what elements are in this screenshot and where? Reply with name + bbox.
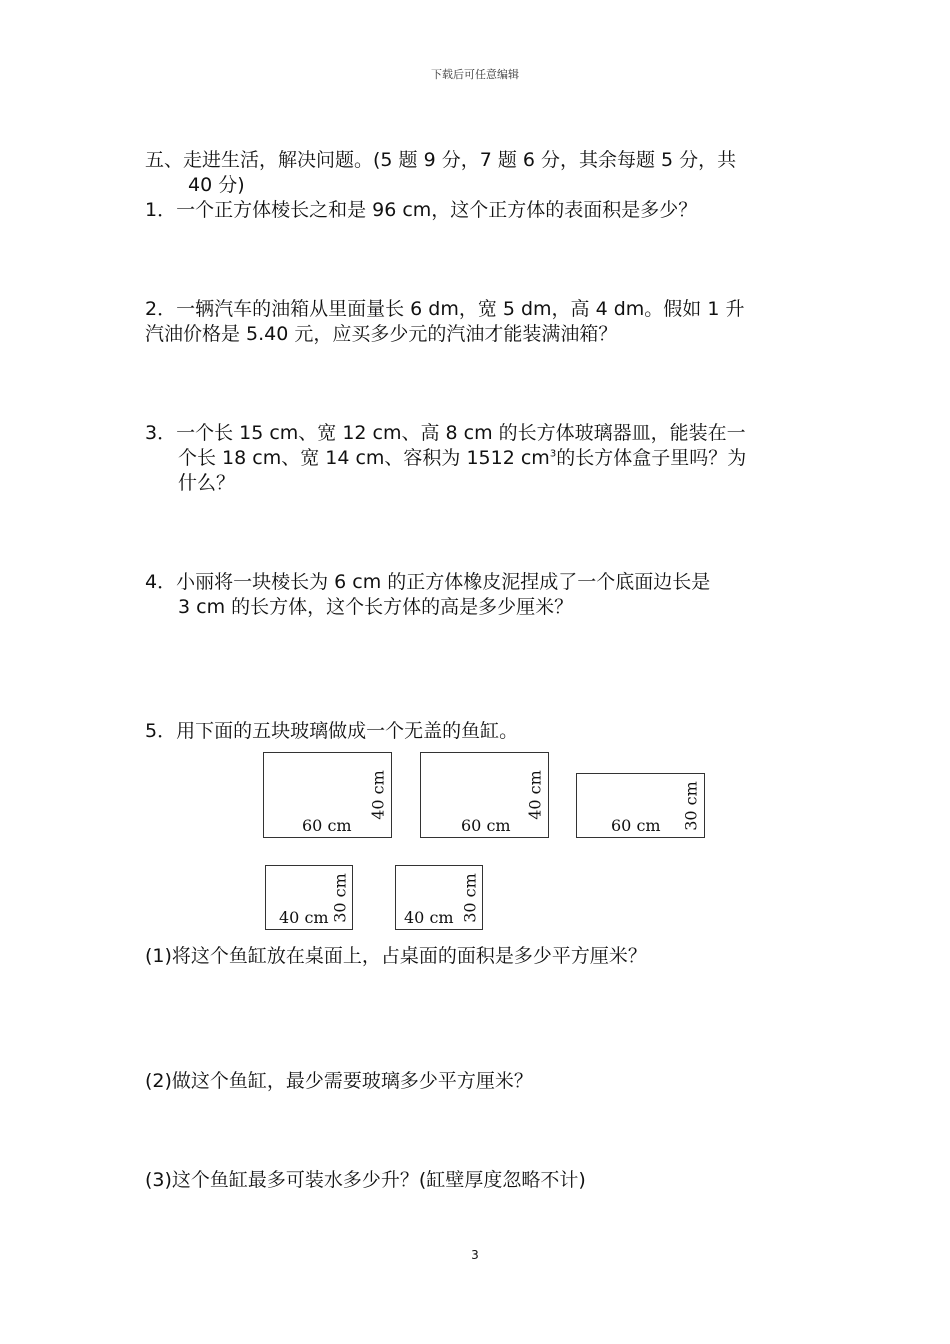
question-5-text: 用下面的五块玻璃做成一个无盖的鱼缸。 [176, 720, 519, 742]
page-number: 3 [471, 1248, 479, 1262]
question-3-line3: 什么？ [178, 472, 236, 494]
glass-panel-1-height: 40 cm [368, 770, 388, 820]
question-3-number: 3． [145, 422, 177, 444]
question-4-line1 [145, 570, 710, 595]
question-3-text-post: 的长方体盒子里吗？为 [556, 447, 747, 469]
question-3-text-pre: 个长 18 cm、宽 14 cm、容积为 1512 cm [178, 447, 550, 469]
question-5-sub-2: (2)做这个鱼缸，最少需要玻璃多少平方厘米？ [145, 1070, 533, 1092]
glass-panel-1-width: 60 cm [302, 816, 352, 835]
question-5 [145, 719, 518, 744]
glass-panel-4 [265, 865, 353, 930]
question-3-line1 [145, 421, 746, 446]
glass-panels-figure [260, 752, 720, 934]
glass-panel-3 [576, 773, 705, 838]
question-2-line2: 汽油价格是 5.40 元，应买多少元的汽油才能装满油箱？ [145, 323, 618, 345]
question-1-text: 一个正方体棱长之和是 96 cm，这个正方体的表面积是多少？ [176, 199, 698, 221]
glass-panel-3-width: 60 cm [611, 816, 661, 835]
glass-panel-1 [263, 752, 392, 838]
question-5-sub-1: (1)将这个鱼缸放在桌面上，占桌面的面积是多少平方厘米？ [145, 945, 647, 967]
glass-panel-2-height: 40 cm [525, 770, 545, 820]
question-4-text: 小丽将一块棱长为 6 cm 的正方体橡皮泥捏成了一个底面边长是 [176, 571, 711, 593]
page-header: 下载后可任意编辑 [431, 68, 519, 81]
glass-panel-4-width: 40 cm [279, 908, 329, 927]
glass-panel-5 [395, 865, 483, 930]
question-2-line1: 2．一辆汽车的油箱从里面量长 6 dm，宽 5 dm，高 4 dm。假如 1 升 [145, 298, 745, 320]
cubic-superscript: 3 [549, 448, 557, 460]
question-1 [145, 198, 697, 223]
glass-panel-5-width: 40 cm [404, 908, 454, 927]
question-4-number: 4． [145, 571, 177, 593]
glass-panel-2 [420, 752, 549, 838]
glass-panel-4-height: 30 cm [330, 872, 350, 923]
glass-panel-5-height: 30 cm [460, 872, 480, 923]
question-5-sub-3: (3)这个鱼缸最多可装水多少升？(缸壁厚度忽略不计) [145, 1169, 586, 1191]
question-3-text: 一个长 15 cm、宽 12 cm、高 8 cm 的长方体玻璃器皿，能装在一 [176, 422, 746, 444]
question-3-line2 [178, 446, 746, 471]
section-title-cont: 40 分) [188, 174, 245, 196]
glass-panel-2-width: 60 cm [461, 816, 511, 835]
question-4-line2: 3 cm 的长方体，这个长方体的高是多少厘米？ [178, 596, 574, 618]
question-1-number: 1． [145, 199, 177, 221]
glass-panel-3-height: 30 cm [681, 780, 701, 831]
question-5-number: 5． [145, 720, 177, 742]
section-title: 五、走进生活，解决问题。(5 题 9 分，7 题 6 分，其余每题 5 分，共 [145, 149, 737, 171]
